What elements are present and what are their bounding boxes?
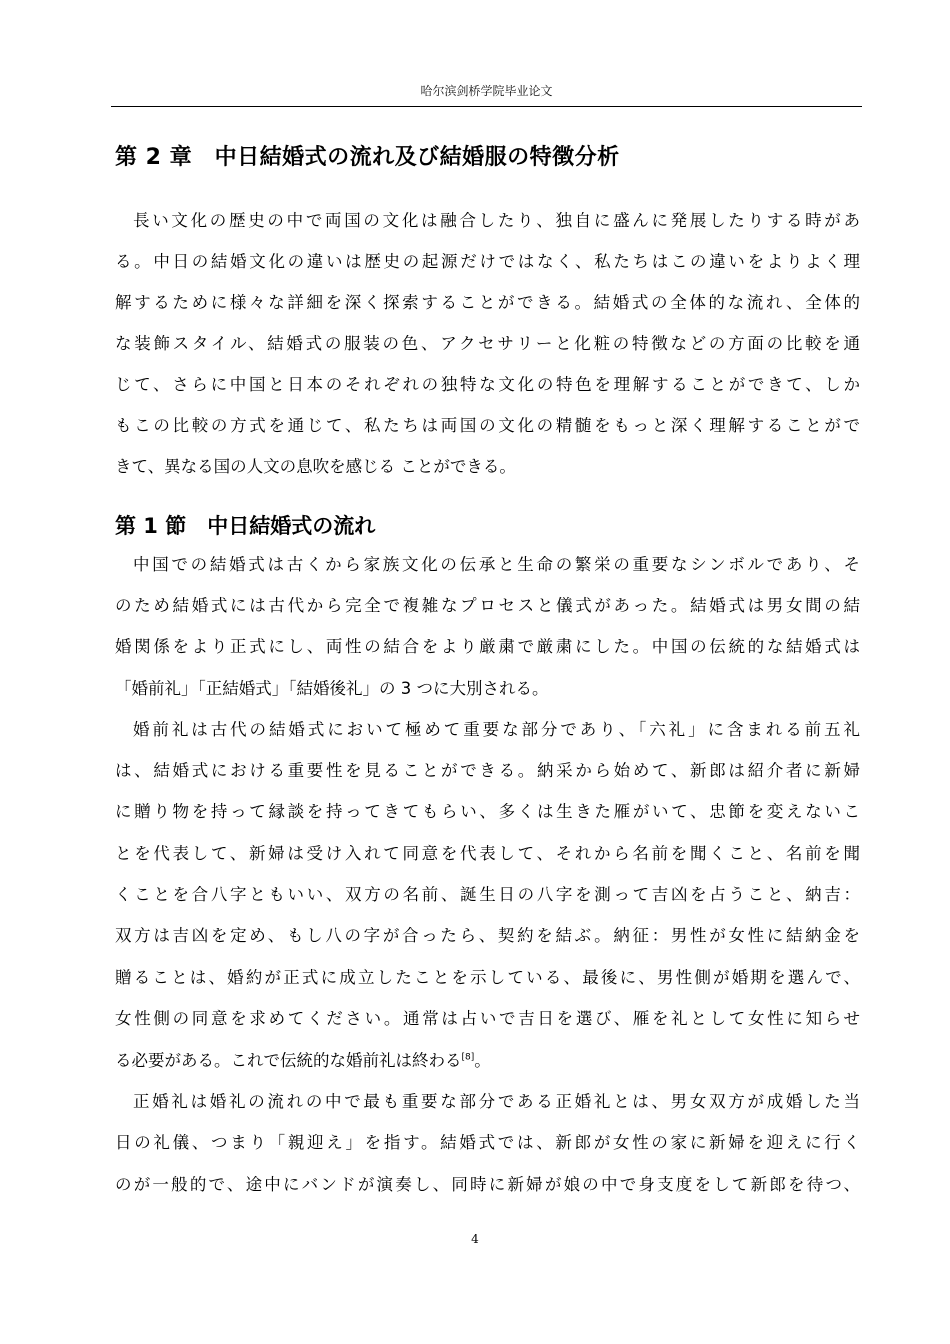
- para2-end-mark: 。: [474, 1051, 491, 1070]
- para2-line-8: 女性側の同意を求めてください。通常は占いで吉日を選び、雁を礼として女性に知らせ: [115, 1009, 860, 1028]
- para1-line-2: のため結婚式には古代から完全で複雑なプロセスと儀式があった。結婚式は男女間の結: [115, 596, 860, 615]
- intro-line-6: もこの比較の方式を通じて、私たちは両国の文化の精髄をもっと深く理解することがで: [115, 416, 860, 435]
- chapter-title: 第 2 章 中日結婚式の流れ及び結婚服の特徴分析: [115, 145, 620, 170]
- para1-line-4: 「婚前礼」「正結婚式」「結婚後礼」の 3 つに大別される。: [115, 679, 549, 698]
- intro-line-2: る。中日の結婚文化の違いは歴史の起源だけではなく、私たちはこの違いをよりよく理: [115, 252, 860, 271]
- para3-line-1: 正婚礼は婚礼の流れの中で最も重要な部分である正婚礼とは、男女双方が成婚した当: [133, 1092, 860, 1111]
- para2-line-2: は、結婚式における重要性を見ることができる。納采から始めて、新郎は紹介者に新婦: [115, 761, 860, 780]
- intro-line-5: じて、さらに中国と日本のそれぞれの独特な文化の特色を理解することができて、しか: [115, 375, 860, 394]
- para1-line-1: 中国での結婚式は古くから家族文化の伝承と生命の繁栄の重要なシンボルであり、そ: [133, 555, 860, 574]
- section-title: 第 1 節 中日結婚式の流れ: [115, 514, 376, 538]
- para2-line-4: とを代表して、新婦は受け入れて同意を代表して、それから名前を聞くこと、名前を聞: [115, 844, 860, 863]
- para2-line-5: くことを合八字ともいい、双方の名前、誕生日の八字を測って吉凶を占うこと、納吉：: [115, 885, 860, 904]
- para3-line-2: 日の礼儀、つまり「親迎え」を指す。結婚式では、新郎が女性の家に新婦を迎えに行く: [115, 1133, 860, 1152]
- intro-line-7: きて、異なる国の人文の息吹を感じる ことができる。: [115, 457, 516, 476]
- para3-line-3: のが一般的で、途中にバンドが演奏し、同時に新婦が娘の中で身支度をして新郎を待つ、: [115, 1175, 860, 1194]
- intro-line-1: 長い文化の歴史の中で両国の文化は融合したり、独自に盛んに発展したりする時があ: [133, 211, 860, 230]
- citation-ref: [8]: [461, 1052, 475, 1063]
- intro-line-4: な装飾スタイル、結婚式の服装の色、アクセサリーと化粧の特徴などの方面の比較を通: [115, 334, 860, 353]
- intro-line-3: 解するために様々な詳細を深く探索することができる。結婚式の全体的な流れ、全体的: [115, 293, 860, 312]
- page-number: 4: [471, 1232, 479, 1246]
- para2-line-6: 双方は吉凶を定め、もし八の字が合ったら、契約を結ぶ。納征：男性が女性に結納金を: [115, 926, 860, 945]
- para2-line-3: に贈り物を持って縁談を持ってきてもらい、多くは生きた雁がいて、忠節を変えないこ: [115, 802, 860, 821]
- para2-last-text: る必要がある。これで伝統的な婚前礼は終わる: [115, 1051, 462, 1070]
- para1-line-3: 婚関係をより正式にし、両性の結合をより厳粛で厳粛にした。中国の伝統的な結婚式は: [115, 637, 860, 656]
- para2-line-9: [115, 1049, 860, 1073]
- running-header: 哈尔滨剑桥学院毕业论文: [111, 80, 862, 107]
- para2-line-7: 贈ることは、婚約が正式に成立したことを示している、最後に、男性側が婚期を選んで、: [115, 968, 860, 987]
- para2-line-1: 婚前礼は古代の結婚式において極めて重要な部分であり、「六礼」に含まれる前五礼: [133, 720, 860, 739]
